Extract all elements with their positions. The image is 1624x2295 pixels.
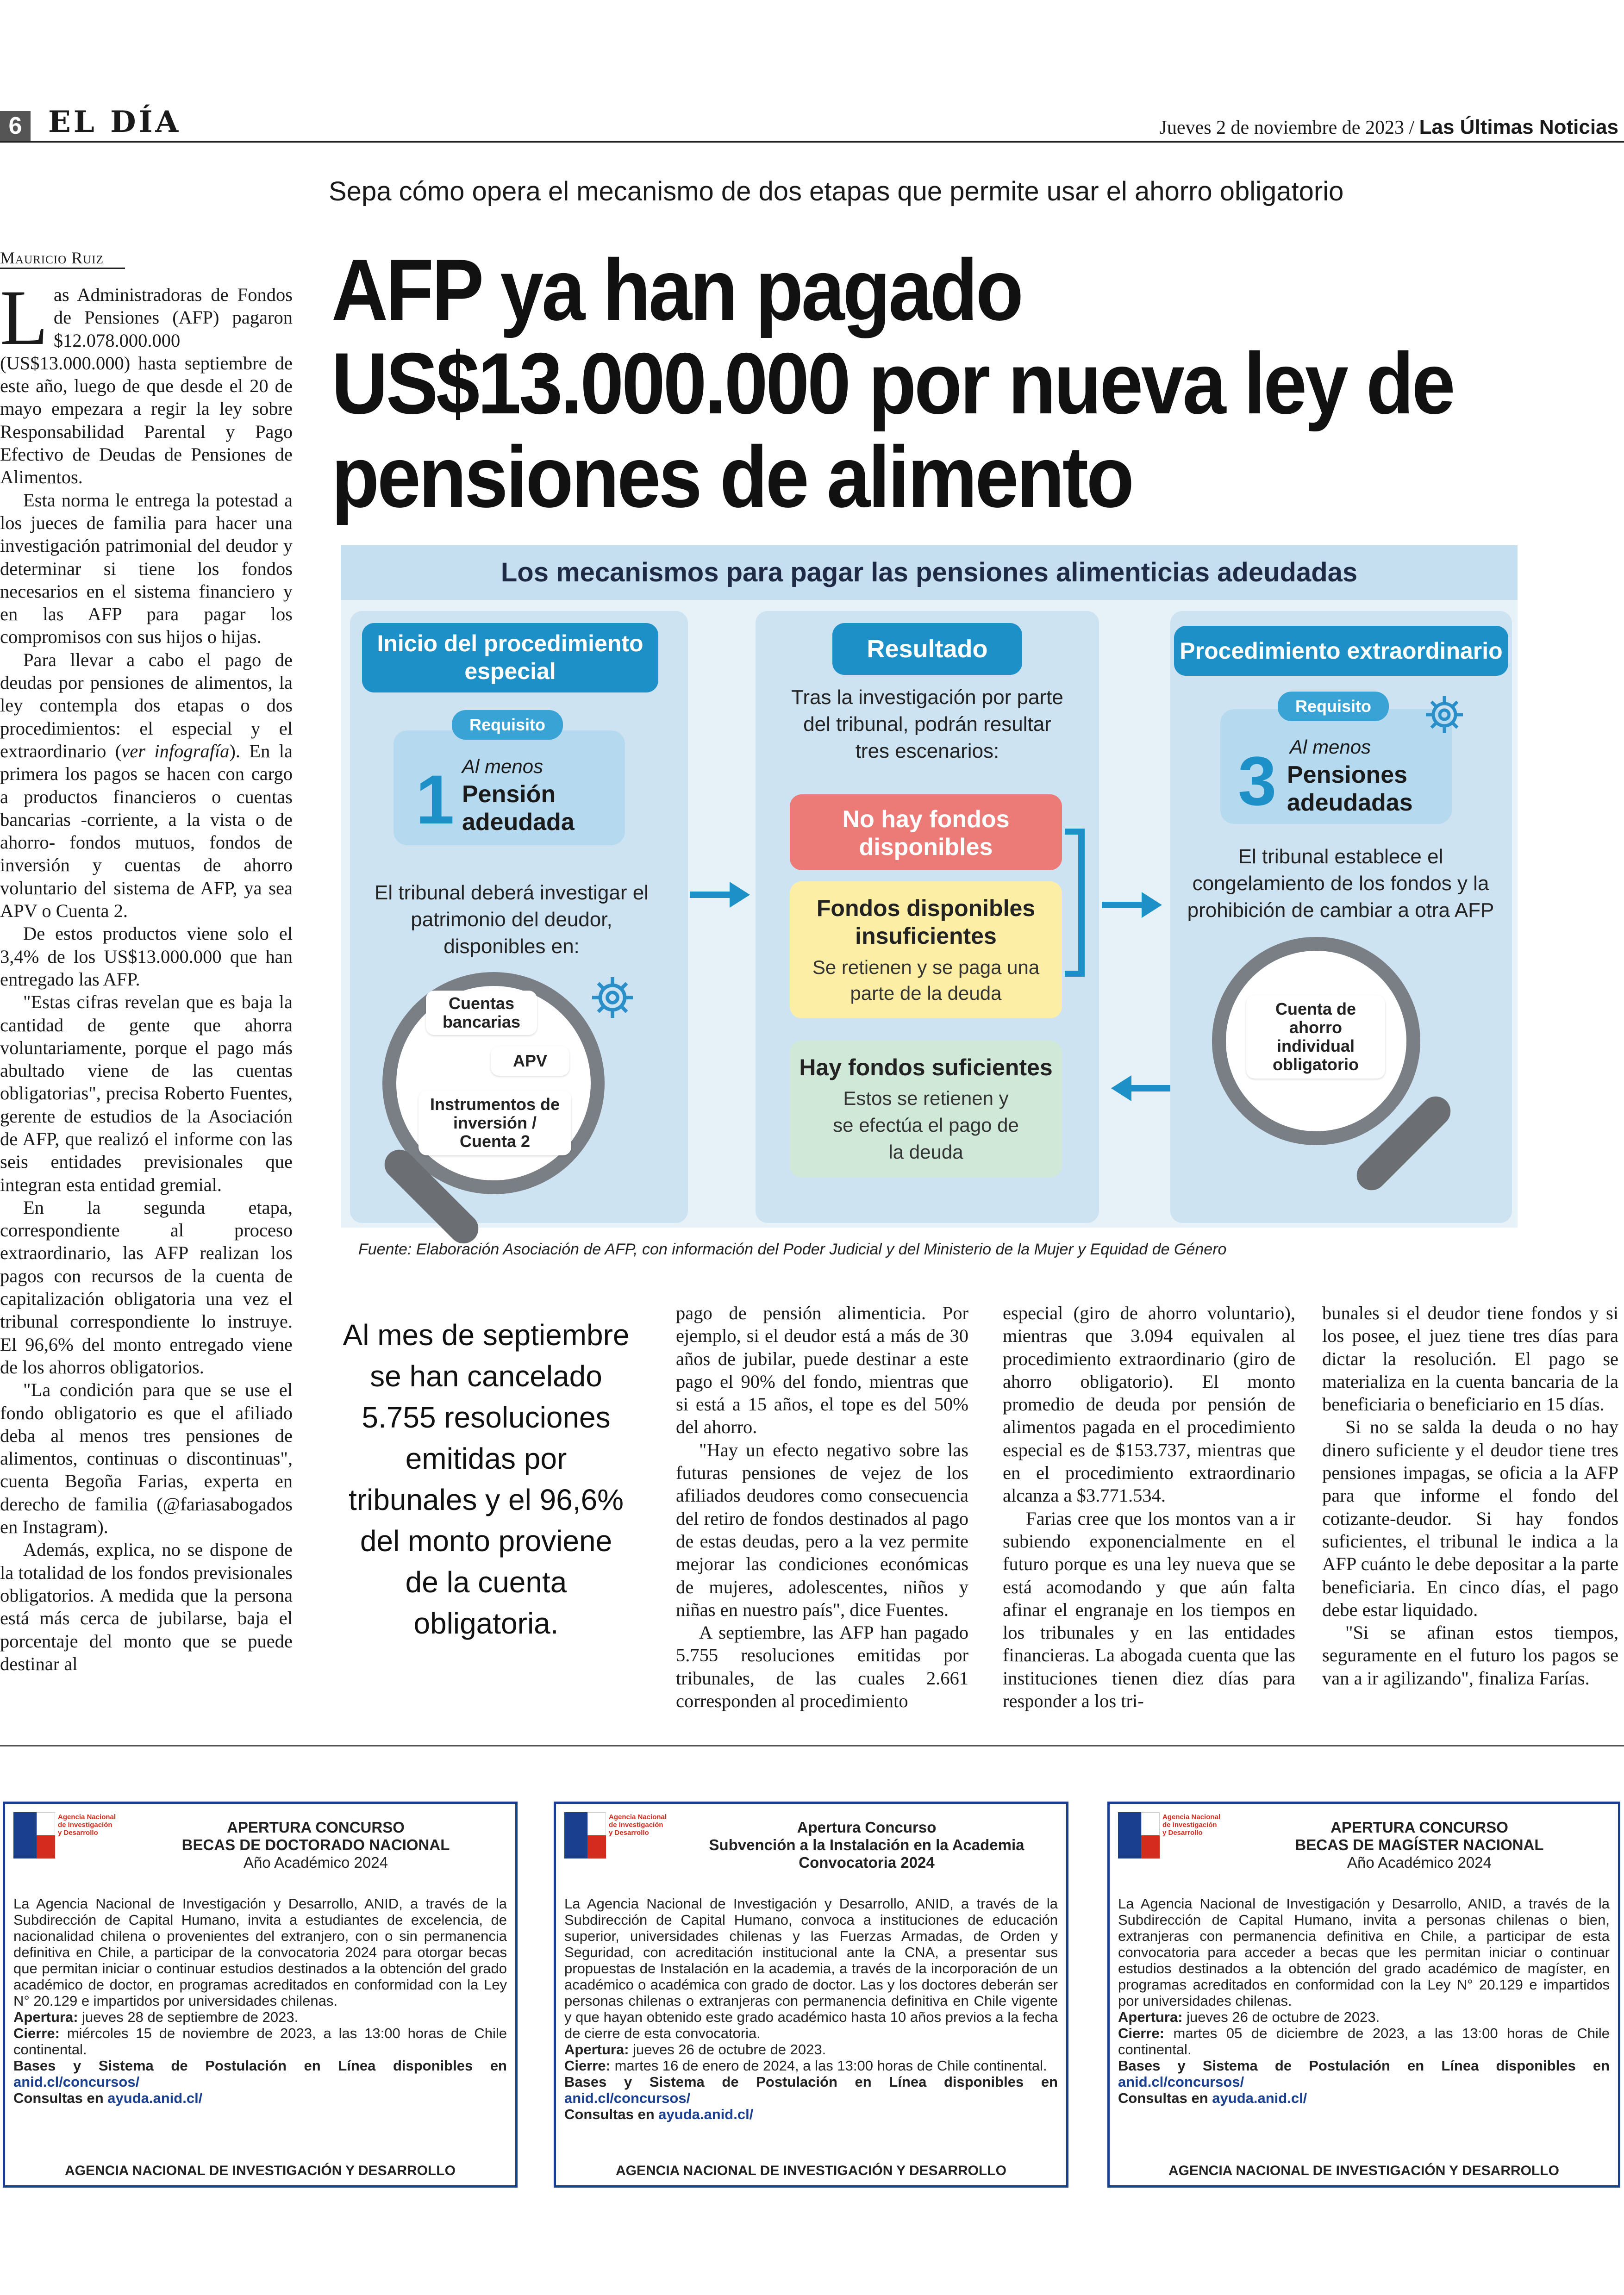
arrow-right-head [730, 882, 750, 908]
drop-cap: L [0, 274, 48, 361]
requisito-number: 3 [1238, 742, 1277, 820]
requisito-text: Pensión adeudada [462, 781, 575, 836]
article-column-1 [0, 274, 293, 1675]
byline: Mauricio Ruiz [0, 249, 104, 267]
paragraph: A septiembre, las AFP han pagado 5.755 resoluciones emitidas por tribunales, de las cuales 2.661 corresponden al procedimiento [676, 1622, 968, 1712]
requisito-italic: Al menos [1290, 736, 1371, 758]
tag-cuenta-obligatorio: Cuenta de ahorro individual obligatorio [1246, 995, 1385, 1079]
anid-logo [564, 1812, 671, 1882]
paragraph: De estos productos viene solo el 3,4% de los US$13.000.000 que han entregado las AFP. [0, 923, 293, 990]
anid-logo [13, 1812, 120, 1882]
infographic-title: Los mecanismos para pagar las pensiones alimenticias adeudadas [341, 545, 1518, 600]
paragraph: "Si se afinan estos tiempos, seguramente en el futuro los pagos se van a ir agilizando", finaliza Farías. [1322, 1622, 1618, 1689]
box-text: Estos se retienen y se efectúa el pago de la deuda [833, 1087, 1019, 1163]
paragraph: En la segunda etapa, correspondiente al proceso extraordinario, las AFP realizan los pagos con recursos de la cuenta de capitalización obligatoria una vez el tribunal correspondiente lo instruye. El 96,6% del monto entregado viene de los ahorros obligatorios. [0, 1197, 293, 1378]
ad-body: La Agencia Nacional de Investigación y Desarrollo, ANID, a través de la Subdirección de Capital Humano, invita a personas chilenas o bien, extranjeras con permanencia definitiva en Chile, a participar de esta convocatoria para acceder a becas que les permitan iniciar o continuar estudios destinados a la obtención del grado académico de magíster, en programas acreditados en conformidad con la Ley N° 20.129 e impartidos por universidades chilenas. Apertura: jueves 26 de octubre de 2023. Cierre: martes 05 de diciembre de 2023, a las 13:00 horas de Chile continental. Bases y Sistema de Postulación en Línea disponibles en anid.cl/concursos/ Consultas en ayuda.anid.cl/ [1118, 1896, 1610, 2106]
bases-link[interactable]: anid.cl/concursos/ [13, 2074, 140, 2090]
logo-text: Agencia Nacional de Investigación y Desarrollo [58, 1813, 116, 1837]
ad-subvencion-instalacion [554, 1802, 1068, 2188]
headline [331, 243, 1456, 524]
requisito-label: Requisito [452, 710, 563, 740]
box-text: Se retienen y se paga una parte de la deuda [812, 956, 1040, 1004]
tag-instrumentos: Instrumentos de inversión / Cuenta 2 [418, 1091, 571, 1155]
paragraph: Las Administradoras de Fondos de Pensiones (AFP) pagaron $12.078.000.000 (US$13.000.000) hasta septiembre de este año, luego de que desde el 20 de mayo empezara a regir la ley sobre Responsabilidad Parental y Pago Efectivo de Deudas de Pensiones de Alimentos. [0, 274, 293, 488]
panel-description: Tras la investigación por parte del tribunal, podrán resultar tres escenarios: [791, 686, 1063, 762]
ad-becas-magister [1107, 1802, 1620, 2188]
bases-link[interactable]: anid.cl/concursos/ [564, 2090, 691, 2106]
section-title: EL DÍA [48, 105, 181, 139]
ad-footer: AGENCIA NACIONAL DE INVESTIGACIÓN Y DESARROLLO [1168, 2163, 1559, 2178]
bracket-connector [1063, 829, 1091, 977]
article-column-3 [676, 1302, 968, 1712]
consultas-link[interactable]: ayuda.anid.cl/ [658, 2106, 754, 2122]
logo-text: Agencia Nacional de Investigación y Desarrollo [1162, 1813, 1221, 1837]
paragraph: "Estas cifras revelan que es baja la cantidad de gente que ahorra voluntariamente, porque el pago más abultado viene de las cuentas obligatorias", precisa Roberto Fuentes, gerente de estudios de la Asociación de AFP, que realizó el informe con las seis entidades previsionales que integran esta entidad gremial. [0, 992, 293, 1195]
requisito-italic: Al menos [462, 755, 543, 777]
arrow-left [1131, 1085, 1172, 1091]
box-no-hay-fondos: No hay fondos disponibles [790, 794, 1062, 870]
paragraph: "La condición para que se use el fondo obligatorio es que el afiliado deba al menos tres pensiones de alimentos, continuas o discontinuas", cuenta Begoña Farias, experta en derecho de familia (@fariasabogados en Instagram). [0, 1379, 293, 1538]
dateline [1160, 116, 1618, 139]
requisito-label: Requisito [1278, 692, 1389, 721]
article-column-4 [1003, 1302, 1295, 1712]
ad-heading: Apertura Concurso Subvención a la Instalación en la Academia Convocatoria 2024 [709, 1819, 1024, 1871]
ad-footer: AGENCIA NACIONAL DE INVESTIGACIÓN Y DESARROLLO [65, 2163, 456, 2178]
ad-heading: APERTURA CONCURSO BECAS DE DOCTORADO NACIONAL Año Académico 2024 [181, 1819, 450, 1871]
paragraph: Farias cree que los montos van a ir subiendo exponencialmente en el futuro porque es una ley nueva que se está acomodando y que aún falta afinar el engranaje en los tiempos en los tribunales y en las entidades financieras. La abogada cuenta que las instituciones tienen diez días para responder a los tri- [1003, 1508, 1295, 1712]
arrow-right-head [1142, 892, 1162, 918]
gear-icon [1421, 692, 1468, 738]
consultas-link[interactable]: ayuda.anid.cl/ [107, 2090, 203, 2106]
panel-header: Resultado [832, 623, 1022, 675]
ads-separator [0, 1745, 1624, 1746]
pull-quote: Al mes de septiembre se han cancelado 5.755 resoluciones emitidas por tribunales y el 96,6% del monto proviene de la cuenta obligatoria. [343, 1318, 630, 1640]
box-title: Hay fondos suficientes [799, 1054, 1053, 1080]
paragraph: "Hay un efecto negativo sobre las futuras pensiones de vejez de los afiliados deudores como consecuencia del retiro de fondos destinados al pago de estas deudas, pero a la vez permite mejorar las condiciones económicas de mujeres, adolescentes, niños y niñas en nuestro país", dice Fuentes. [676, 1439, 968, 1620]
paragraph: Si no se salda la deuda o no hay dinero suficiente y el deudor tiene tres pensiones impagas, se oficia a la AFP para que informe el fondo del cotizante-deudor. Si hay fondos suficientes, el tribunal le indica a la AFP cuánto le debe depositar a la parte beneficiaria. En cinco días, el pago debe estar liquidado. [1322, 1416, 1618, 1620]
panel-description: El tribunal establece el congelamiento de los fondos y la prohibición de cambiar a otra AFP [1187, 845, 1494, 922]
box-fondos-insuficientes [790, 881, 1062, 1018]
requisito-number: 1 [416, 761, 455, 838]
infographic-source: Fuente: Elaboración Asociación de AFP, con información del Poder Judicial y del Ministerio de la Mujer y Equidad de Género [358, 1241, 1227, 1258]
bases-link[interactable]: anid.cl/concursos/ [1118, 2074, 1244, 2090]
arrow-right [690, 892, 731, 898]
paragraph: Además, explica, no se dispone de la totalidad de los fondos previsionales obligatorios. A medida que la persona está más cerca de jubilarse, baja el porcentaje del monto que se puede destinar al [0, 1539, 293, 1674]
arrow-left-head [1111, 1075, 1131, 1101]
tag-cuentas-bancarias: Cuentas bancarias [426, 991, 537, 1035]
paragraph: bunales si el deudor tiene fondos y si los posee, el juez tiene tres días para dictar la resolución. El pago se materializa en la cuenta bancaria de la beneficiaria o beneficiario en 15 días. [1322, 1303, 1618, 1415]
box-title: Fondos disponibles insuficientes [816, 895, 1036, 949]
ad-body: La Agencia Nacional de Investigación y Desarrollo, ANID, a través de la Subdirección de Capital Humano, invita a estudiantes de excelencia, de nacionalidad chilena o provenientes del extranjero, con o sin permanencia definitiva en Chile, a participar de la convocatoria 2024 para otorgar becas que permitan iniciar o continuar estudios destinados a la obtención del grado académico de doctor, en programas acreditados en conformidad con la Ley N° 20.129 e impartidos por universidades chilenas. Apertura: jueves 28 de septiembre de 2023. Cierre: miércoles 15 de noviembre de 2023, a las 13:00 horas de Chile continental. Bases y Sistema de Postulación en Línea disponibles en anid.cl/concursos/ Consultas en ayuda.anid.cl/ [13, 1896, 507, 2106]
date: Jueves 2 de noviembre de 2023 / [1159, 117, 1415, 138]
headline-line: AFP ya han pagado [331, 241, 1022, 338]
anid-logo [1118, 1812, 1224, 1882]
kicker: Sepa cómo opera el mecanismo de dos etapas que permite usar el ahorro obligatorio [329, 176, 1344, 206]
requisito-text: Pensiones adeudadas [1287, 761, 1413, 816]
ad-becas-doctorado [3, 1802, 518, 2188]
header-rule [0, 141, 1624, 143]
consultas-link[interactable]: ayuda.anid.cl/ [1212, 2090, 1307, 2106]
paragraph: pago de pensión alimenticia. Por ejemplo, si el deudor está a más de 30 años de jubilar, puede destinar a este pago el 90% del fondo, mientras que si está a 15 años, el tope es del 50% del ahorro. [676, 1303, 968, 1438]
ad-footer: AGENCIA NACIONAL DE INVESTIGACIÓN Y DESARROLLO [616, 2163, 1006, 2178]
ad-body: La Agencia Nacional de Investigación y Desarrollo, ANID, a través de la Subdirección de Capital Humano, convoca a instituciones de educación superior, universidades chilenas y las Fuerzas Armadas, de Orden y Seguridad, con acreditación institucional ante la CNA, a presentar sus propuestas de Instalación en la academia, a través de la incorporación de un académico o académica con grado de doctor. Las y los doctores deberán ser personas chilenas o extranjeras con permanencia definitiva en Chile vigente y que hayan obtenido este grado académico hasta 10 años previos a la fecha de cierre de esta convocatoria. Apertura: jueves 26 de octubre de 2023. Cierre: martes 16 de enero de 2024, a las 13:00 horas de Chile continental. Bases y Sistema de Postulación en Línea disponibles en anid.cl/concursos/ Consultas en ayuda.anid.cl/ [564, 1896, 1058, 2122]
panel-header: Inicio del procedimiento especial [362, 623, 658, 692]
headline-line: pensiones de alimento [331, 428, 1132, 525]
panel-description: El tribunal deberá investigar el patrimonio del deudor, disponibles en: [375, 881, 649, 958]
headline-line: US$13.000.000 por nueva ley de [331, 335, 1454, 432]
arrow-right [1102, 902, 1143, 908]
paper-name: Las Últimas Noticias [1419, 116, 1618, 138]
logo-text: Agencia Nacional de Investigación y Desarrollo [609, 1813, 667, 1837]
paragraph: Para llevar a cabo el pago de deudas por pensiones de alimentos, la ley contempla dos etapas o dos procedimientos: el especial y el extraordinario (ver infografía). En la primera los pagos se hacen con cargo a productos financieros o cuentas bancarias -corriente, a la vista o de ahorro- fondos mutuos, fondos de inversión y cuentas de ahorro voluntario del sistema de AFP, ya sea APV o Cuenta 2. [0, 649, 293, 922]
panel-header: Procedimiento extraordinario [1174, 626, 1508, 676]
paragraph: especial (giro de ahorro voluntario), mientras que 3.094 equivalen al procedimiento extraordinario (giro de ahorro obligatorio). El monto promedio de deuda por pensión de alimentos pagada en el procedimiento especial es de $153.737, mientras que en el procedimiento extraordinario alcanza a $3.771.534. [1003, 1303, 1295, 1506]
article-column-5 [1322, 1302, 1618, 1690]
ad-heading: APERTURA CONCURSO BECAS DE MAGÍSTER NACIONAL Año Académico 2024 [1295, 1819, 1544, 1871]
paragraph: Esta norma le entrega la potestad a los jueces de familia para hacer una investigación patrimonial del deudor y determinar si tiene los fondos necesarios en el sistema financiero y en las AFP para pagar los compromisos con sus hijos o hijas. [0, 489, 293, 648]
byline-rule [0, 268, 125, 269]
box-fondos-suficientes [790, 1041, 1062, 1178]
gear-icon [587, 972, 638, 1023]
tag-apv: APV [491, 1046, 569, 1076]
page-number: 6 [0, 111, 31, 141]
